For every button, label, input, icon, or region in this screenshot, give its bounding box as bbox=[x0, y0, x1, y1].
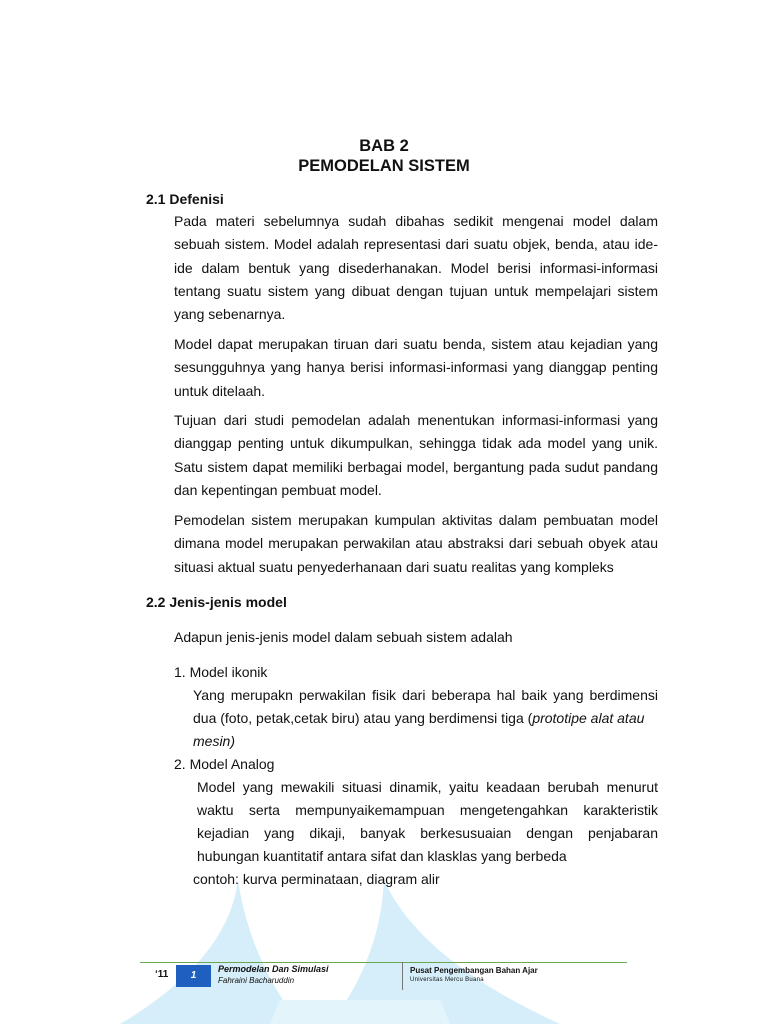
analog-description-line-4: hubungan kuantitatif antara sifat dan klasklas yang berbeda bbox=[197, 848, 567, 864]
footer-university: Universitas Mercu Buana bbox=[410, 977, 484, 983]
list-item-analog-label: 2. Model Analog bbox=[174, 756, 275, 772]
paragraph-2: Model dapat merupakan tiruan dari suatu benda, sistem atau kejadian yang sesungguhnya yang hanya berisi informasi-informasi yang dianggap penting untuk ditelaah. bbox=[174, 336, 658, 399]
paragraph-4: Pemodelan sistem merupakan kumpulan aktivitas dalam pembuatan model dimana model merupakan perwakilan atau abstraksi dari sebuah obyek atau situasi aktual suatu penyederhanaan dari suatu realitas yang kompleks bbox=[174, 512, 658, 575]
footer-year: ‘11 bbox=[155, 969, 169, 980]
analog-description-line-1: Model yang mewakili situasi dinamik, yaitu keadaan berubah menurut bbox=[197, 779, 658, 795]
iconic-line-2-text: dua (foto, petak,cetak biru) atau yang berdimensi tiga ( bbox=[193, 710, 533, 726]
paragraph-1: Pada materi sebelumnya sudah dibahas sedikit mengenai model dalam sebuah sistem. Model adalah representasi dari suatu objek, benda, atau ide-ide dalam bentuk yang disederhanakan. Model berisi informasi-informasi tentang suatu sistem yang dibuat dengan tujuan untuk mempelajari sistem yang sebenarnya. bbox=[174, 213, 658, 323]
footer-rule bbox=[140, 962, 627, 963]
paragraph-3: Tujuan dari studi pemodelan adalah menentukan informasi-informasi yang dianggap penting untuk dikumpulkan, sehingga tidak ada model yang unik. Satu sistem dapat memiliki berbagai model, bergantung pada sudut pandang dan kepentingan pembuat model. bbox=[174, 412, 658, 498]
list-item-iconic-label: 1. Model ikonik bbox=[174, 664, 268, 680]
analog-example: contoh: kurva perminataan, diagram alir bbox=[193, 871, 440, 887]
analog-description-line-3: kejadian yang dikaji, banyak berkesusuaian dengan penjabaran bbox=[197, 825, 658, 841]
footer-separator bbox=[402, 962, 403, 990]
footer-author: Fahraini Bacharuddin bbox=[218, 976, 295, 985]
footer-course-title: Permodelan Dan Simulasi bbox=[218, 964, 329, 974]
page-footer bbox=[0, 958, 768, 998]
footer-page-number: 1 bbox=[176, 965, 211, 987]
iconic-description-line-1: Yang merupakn perwakilan fisik dari beberapa hal baik yang berdimensi bbox=[193, 687, 658, 703]
iconic-description-line-3: mesin) bbox=[193, 733, 236, 749]
model-types-intro: Adapun jenis-jenis model dalam sebuah sistem adalah bbox=[174, 629, 513, 645]
section-heading-model-types: 2.2 Jenis-jenis model bbox=[146, 594, 287, 610]
iconic-description-line-2 bbox=[193, 707, 644, 730]
chapter-number: BAB 2 bbox=[359, 137, 409, 155]
iconic-line-2-italic: prototipe alat atau bbox=[532, 710, 645, 726]
footer-publisher: Pusat Pengembangan Bahan Ajar bbox=[410, 966, 538, 975]
chapter-title: PEMODELAN SISTEM bbox=[298, 157, 470, 175]
section-heading-definition: 2.1 Defenisi bbox=[146, 191, 224, 207]
analog-description-line-2: waktu serta mempunyaikemampuan mengetengahkan karakteristik bbox=[197, 802, 658, 818]
